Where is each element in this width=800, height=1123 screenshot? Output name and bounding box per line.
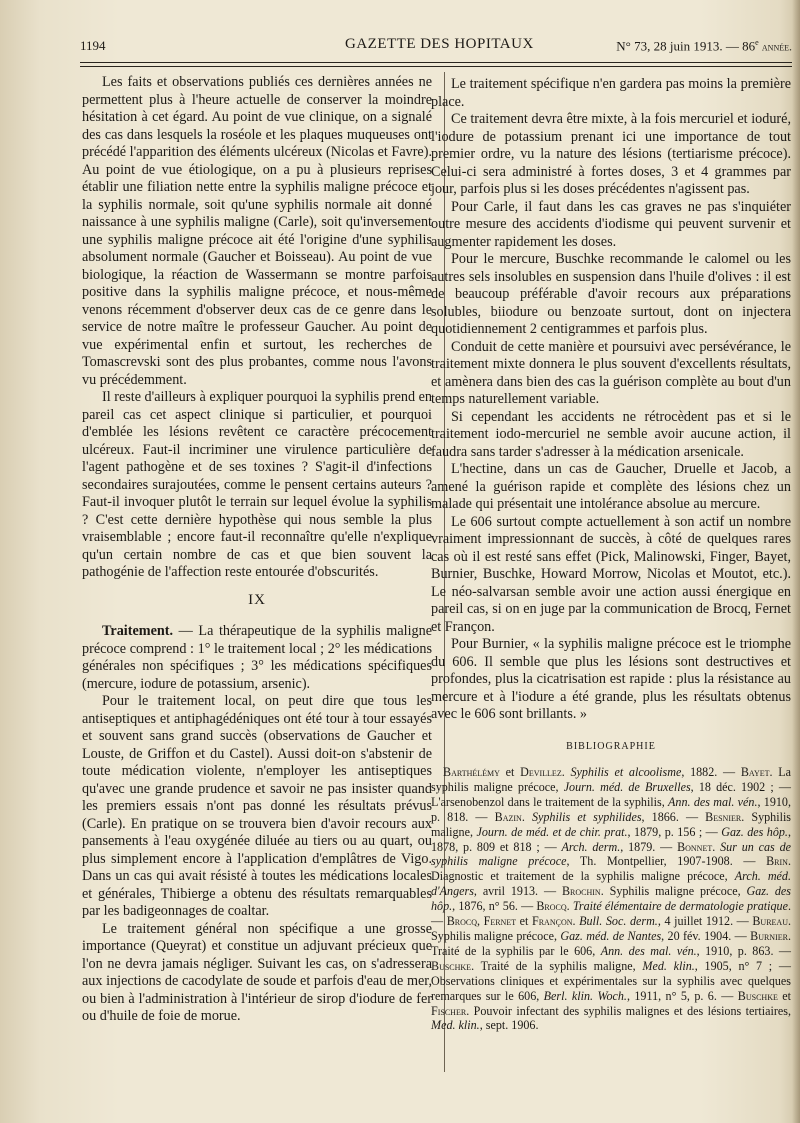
biblio-text-run: . — [431, 899, 791, 929]
biblio-author: Burnier [750, 928, 788, 943]
biblio-text-run: , 1876, n° 56. — [452, 899, 537, 914]
issue-main: N° 73, 28 juin 1913. — 86 [616, 38, 756, 54]
biblio-text-run: , Th. Montpellier, 1907-1908. — [566, 854, 767, 869]
biblio-text-run: , 4 juillet 1912. — [657, 914, 753, 929]
biblio-text-run: . Traité de la syphilis maligne, [471, 958, 643, 973]
biblio-text-run: . [521, 809, 532, 824]
run-in-heading: Traitement. [102, 623, 174, 639]
biblio-text-run: et [516, 914, 532, 929]
header-rule [80, 62, 792, 63]
header-rule-thin [80, 66, 792, 67]
paragraph: L'hectine, dans un cas de Gaucher, Druelle et Jacob, a amené la guérison rapide et complète des lésions chez un malade qui présentait une intolérance absolue au mercure. [431, 461, 791, 512]
paragraph: Conduit de cette manière et poursuivi avec persévérance, le traitement mixte donnera le plus souvent d'excellents résultats, et amènera dans bien des cas la guérison complète au bout d'un temps naturellement variable. [431, 338, 791, 407]
biblio-author: Brocq, Fernet [446, 914, 517, 929]
biblio-text-run: , 1878, p. 809 et 818 ; — [431, 824, 791, 854]
biblio-title: Gaz. des hôp. [721, 824, 788, 839]
paragraph: Le traitement spécifique n'en gardera pas moins la première place. [431, 76, 791, 110]
paragraph: Il reste d'ailleurs à expliquer pourquoi la syphilis prend en pareil cas cet aspect clinique si particulier, et pourquoi d'emblée les lésions revêtent ce caractère précocement ulcéreux. Faut-il incriminer une virulence particulière de l'agent pathogène et de ses toxines ? S'agit-il d'infections secondaires surajoutées, comme le pensent certains auteurs ? Faut-il invoquer plutôt le terrain sur lequel évolue la syphilis ? C'est cette dernière hypothèse qui nous semble la plus vraisemblable ; encore faut-il reconnaître qu'elle n'explique qu'un certain nombre de cas et que bien souvent la pathogénie de l'affection reste entourée d'obscurités. [82, 389, 432, 580]
biblio-author: Bureau [752, 914, 788, 929]
paragraph: Si cependant les accidents ne rétrocèdent pas et si le traitement iodo-mercuriel ne semble avoir aucune action, il faudra sans tarder s'adresser à la médication arsenicale. [431, 408, 791, 460]
biblio-text-run: . [561, 765, 571, 779]
biblio-author: Bayet [740, 765, 770, 779]
biblio-text-run: . [572, 914, 580, 929]
biblio-text-run: , 1879. — [620, 839, 678, 854]
biblio-author: Besnier [705, 809, 742, 824]
biblio-text-run: . [566, 899, 573, 914]
biblio-text-run: . Pouvoir infectant des syphilis malignes et des lésions tertiaires, [466, 1003, 791, 1018]
biblio-text-run: , 1905, n° 7 ; — Observations cliniques et expérimentales sur la syphilis avec quelques remarques sur le 606, [431, 958, 791, 1003]
paragraph: Les faits et observations publiés ces dernières années ne permettent plus à l'heure actuelle de conserver la moindre hésitation à cet égard. Au point de vue clinique, on a signalé des cas dans lesquels la roséole et les plaques muqueuses ont précédé l'apparition des éléments ulcéreux (Nicolas et Favre). Au point de vue étiologique, on a pu à plusieurs reprises établir une filiation nette entre la syphilis maligne précoce et la syphilis normale, soit qu'une syphilis normale ait donné naissance à une syphilis maligne (Carle), soit qu'inversement une syphilis maligne précoce ait été l'origine d'une syphilis absolument normale (Gaucher et Boisseau). Au point de vue biologique, la réaction de Wassermann se montre parfois positive dans la syphilis maligne précoce, et nous-même venons récemment d'observer deux cas de ce genre dans le service de notre maître le professeur Gaucher. Au point de vue expérimental enfin et surtout, les recherches de Tomascrevski sont des plus probantes, comme nous l'avons vu précédemment. [82, 74, 432, 388]
biblio-text-run: . [712, 839, 721, 854]
biblio-author: Barthélémy [443, 765, 500, 779]
biblio-title: Traité élémentaire de dermatologie pratique [572, 899, 788, 914]
biblio-title: Med. klin. [431, 1018, 480, 1033]
biblio-author: Brochin [561, 884, 601, 899]
biblio-text-run: . Syphilis maligne précoce, [600, 884, 747, 899]
biblio-title: Sur un cas de syphilis maligne précoce [431, 839, 791, 869]
biblio-text-run: et [499, 765, 521, 779]
paragraph-text: — La thérapeutique de la syphilis maligne précoce comprend : 1° le traitement local ; 2° les médications générales non spécifiques ; 3° les médications spécifiques (mercure, iodure de potassium, arsenic). [82, 623, 432, 692]
biblio-author: Brin [766, 854, 788, 869]
biblio-text-run: , 1882. — [681, 765, 741, 779]
biblio-text-run: et [777, 988, 791, 1003]
biblio-title: Berl. klin. Woch. [543, 988, 627, 1003]
paragraph: Pour le traitement local, on peut dire que tous les antiseptiques et antiphagédéniques ont été tour à tour essayés et souvent sans grand succès (observations de Gaucher et Louste, de Griffon et du Castel). Aussi doit-on s'abstenir de toute médication violente, n'employer les antiseptiques qu'avec une grande prudence et savoir ne pas insister quand les premiers essais n'ont pas donné les résultats prévus (Carle). En pratique on se trouvera bien d'avoir recours aux pansements à l'eau oxygénée diluée au tiers ou au quart, ou plus simplement encore à l'application d'emplâtres de Vigo. Dans un cas qui avait résisté à toutes les médications locales et générales, Thibierge a obtenu des résultats remarquables par les badigeonnages de coaltar. [82, 693, 432, 919]
biblio-author: Brocq [536, 899, 567, 914]
biblio-text-run: , 20 fév. 1904. — [661, 928, 751, 943]
section-numeral: IX [248, 591, 266, 608]
biblio-text-run: , 1910, p. 863. — [696, 943, 792, 958]
biblio-author: Buschke [737, 988, 778, 1003]
paragraph [82, 623, 432, 693]
biblio-author: Devillez [520, 765, 562, 779]
biblio-text-run: . La syphilis maligne précoce, [431, 765, 791, 794]
biblio-text-run: , 1866. — [641, 809, 706, 824]
biblio-text-run: , 1911, n° 5, p. 6. — [626, 988, 738, 1003]
biblio-text-run: , 1910, p. 818. — [431, 794, 791, 824]
right-column [431, 76, 791, 1033]
paragraph: Le 606 surtout compte actuellement à son actif un nombre vraiment impressionnant de succès, à côté de quelques rares cas où il est resté sans effet (Pick, Malinowski, Finger, Bayet, Burnier, Buschke, Howard Morrow, Nicolas et Moutot, etc.). Le néo-salvarsan semble avoir une action aussi énergique en pareil cas, si on en juge par la communication de Brocq, Fernet et Françon. [431, 513, 791, 635]
biblio-title: Gaz. méd. de Nantes [560, 928, 662, 943]
biblio-title: Med. klin. [642, 958, 695, 973]
bibliography-heading: BIBLIOGRAPHIE [566, 740, 656, 752]
paragraph: Ce traitement devra être mixte, à la fois mercuriel et ioduré, l'iodure de potassium prenant ici une importance de tout premier ordre, vu la nature des lésions (tertiarisme précoce). Celui-ci sera administré à fortes doses, 3 et 4 grammes par jour, parfois plus si les doses précédentes n'agissent pas. [431, 111, 791, 197]
biblio-title: Journ. de méd. et de chir. prat. [476, 824, 628, 839]
biblio-text-run: , 1879, p. 156 ; — [627, 824, 722, 839]
biblio-title: Ann. des mal. vén. [668, 794, 758, 809]
biblio-title: Arch. méd. d'Angers [431, 869, 792, 899]
page-edge-shadow [792, 0, 800, 1123]
biblio-author: Bonnet [677, 839, 713, 854]
biblio-text-run: . Diagnostic et traitement de la syphilis maligne précoce, [431, 854, 791, 884]
paragraph: Pour le mercure, Buschke recommande le calomel ou les autres sels insolubles en suspension dans l'huile d'olives : il est de beaucoup préférable d'avoir recours aux préparations solubles, biiodure ou benzoate surtout, dont on injectera quotidiennement 2 centigrammes et parfois plus. [431, 251, 791, 337]
biblio-text-run: . Traité de la syphilis par le 606, [431, 928, 792, 958]
paragraph: Le traitement général non spécifique a une grosse importance (Queyrat) et constitue un adjuvant précieux que l'on ne devra jamais négliger. Suivant les cas, on s'adressera aux injections de cacodylate de soude et parfois d'eau de mer, ou bien à l'administration à l'intérieur de sirop d'iodure de fer ou d'huile de foie de morue. [82, 920, 432, 1024]
biblio-author: Bazin [494, 809, 522, 824]
biblio-text-run: , avril 1913. — [473, 884, 562, 899]
paragraph: Pour Burnier, « la syphilis maligne précoce est le triomphe du 606. Il semble que plus les lésions sont destructives et profondes, plus la cicatrisation est rapide : plus la résistance au mercure et à l'iodure a été grande, plus les résultats obtenus avec le 606 sont brillants. » [431, 636, 791, 722]
biblio-author: Fischer [431, 1003, 467, 1018]
biblio-title: Syphilis et syphilides [531, 809, 642, 824]
left-column [82, 74, 432, 1026]
biblio-text-run: . Syphilis maligne précoce, [431, 914, 792, 943]
bibliography [431, 765, 791, 1033]
paragraph: Pour Carle, il faut dans les cas graves ne pas s'inquiéter outre mesure des accidents d'iodisme qui peuvent survenir et augmenter rapidement les doses. [431, 198, 791, 250]
biblio-author: Françon [532, 914, 573, 929]
biblio-text-run: , 18 déc. 1902 ; — L'arsenobenzol dans le traitement de la syphilis, [431, 779, 791, 809]
running-header [80, 34, 792, 60]
biblio-text-run: , sept. 1906. [479, 1018, 539, 1033]
bibliography-text [431, 765, 791, 1033]
biblio-title: Ann. des mal. vén. [600, 943, 697, 958]
journal-title: GAZETTE DES HOPITAUX [345, 36, 534, 52]
biblio-title: Bull. Soc. derm. [579, 914, 658, 929]
biblio-text-run: . Syphilis maligne, [431, 809, 792, 839]
biblio-title: Journ. méd. de Bruxelles [563, 779, 691, 794]
issue-info [616, 38, 792, 54]
issue-sup: e [755, 38, 759, 47]
biblio-title: Syphilis et alcoolisme [570, 765, 682, 779]
biblio-title: Arch. derm. [561, 839, 621, 854]
issue-year-label: année. [761, 39, 792, 54]
biblio-author: Buschke [431, 958, 472, 973]
biblio-title: Gaz. des hôp. [431, 884, 792, 914]
page-number: 1194 [80, 38, 106, 53]
